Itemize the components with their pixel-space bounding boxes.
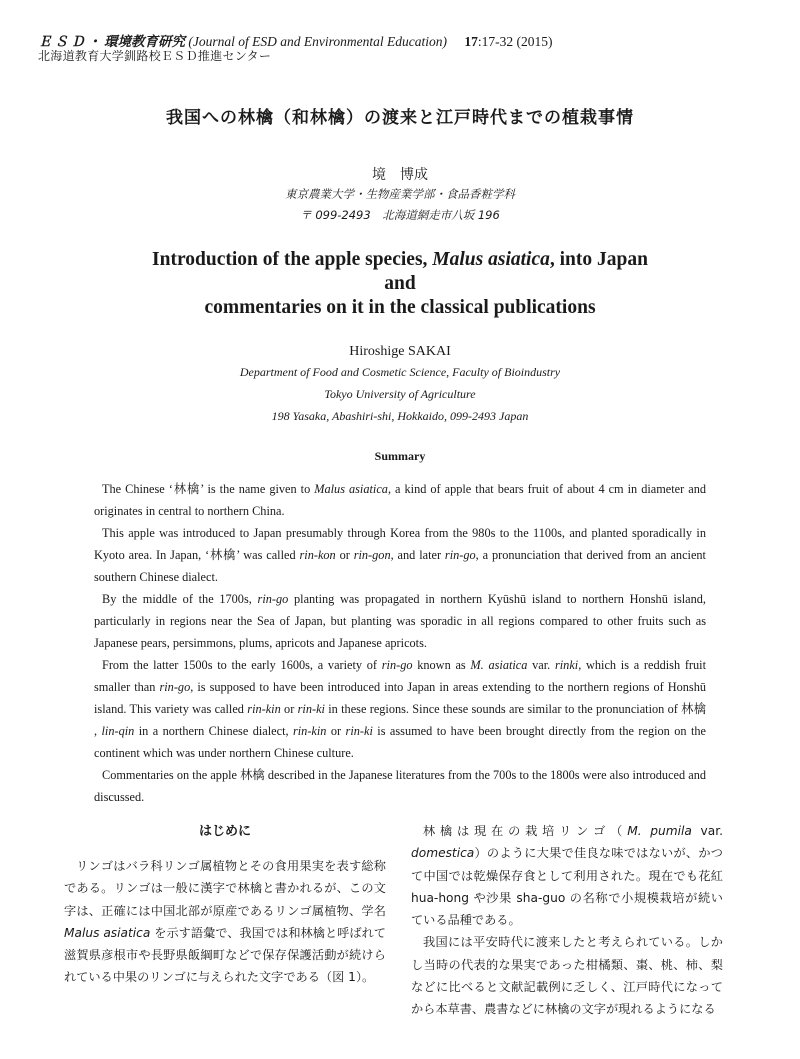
affiliation-japanese: 東京農業大学・生物産業学部・食品香粧学科 xyxy=(285,187,515,201)
body-column-right xyxy=(411,820,723,1021)
title-english-line1: Introduction of the apple species, Malus asiatica, into Japan xyxy=(152,249,648,270)
title-english-line3: commentaries on it in the classical publications xyxy=(204,297,596,318)
abstract xyxy=(94,478,706,808)
body-paragraph: 林檎は現在の栽培リンゴ（M. pumila var. domestica）のように大果で佳良な味ではないが、かつて中国では乾燥保存食として利用された。現在でも花紅 hua-hong や沙果 sha-guo の名称で小規模栽培が続いている品種である。 xyxy=(411,824,724,928)
affiliation-english-line3: 198 Yasaka, Abashiri-shi, Hokkaido, 099-2493 Japan xyxy=(271,409,529,423)
affiliation-english-line2: Tokyo University of Agriculture xyxy=(324,387,476,401)
author-english: Hiroshige SAKAI xyxy=(349,344,451,359)
volume-pages xyxy=(464,34,552,49)
introduction-heading: はじめに xyxy=(198,824,251,839)
journal-abbr: ＥＳＤ・ xyxy=(38,34,104,49)
body-column-left xyxy=(64,855,386,989)
species-name: Malus asiatica xyxy=(432,249,550,270)
volume-number: 17 xyxy=(464,34,478,49)
abstract-paragraph-4: From the latter 1500s to the early 1600s, a variety of rin-go known as M. asiatica var. rinki, which is a reddish fruit smaller than rin-go, is supposed to have been introduced into Japan in areas extending to the northern regions of Honshū island. This variety was called rin-kin or rin-ki in these regions. Since these sounds are similar to the pronunciation of 林檎 , lin-qin in a northern Chinese dialect, rin-kin or rin-ki is assumed to have been brought directly from the region on the continent which was under northern Chinese culture. xyxy=(94,658,707,760)
pages-year: :17-32 (2015) xyxy=(477,34,553,49)
journal-name-en: (Journal of ESD and Environmental Education) xyxy=(188,34,447,49)
abstract-paragraph-1: The Chinese ‘林檎’ is the name given to Malus asiatica, a kind of apple that bears fruit of about 4 cm in diameter and originates in central to northern China. xyxy=(94,482,706,518)
publisher-center: 北海道教育大学釧路校ＥＳＤ推進センター xyxy=(38,49,272,63)
abstract-paragraph-2: This apple was introduced to Japan presumably through Korea from the 980s to the 1100s, and planted sporadically in Kyoto area. In Japan, ‘林檎’ was called rin-kon or rin-gon, and later rin-go, a pronunciation that derived from an ancient southern Chinese dialect. xyxy=(94,526,706,584)
address-japanese: 〒 099-2493 北海道網走市八坂 196 xyxy=(300,208,500,222)
abstract-paragraph-5: Commentaries on the apple 林檎 described in the Japanese literatures from the 700s to the 1800s were also introduced and discussed. xyxy=(94,768,706,804)
body-paragraph: 我国には平安時代に渡来したと考えられている。しかし当時の代表的な果実であった柑橘類、棗、桃、柿、梨などに比べると文献記載例に乏しく、江戸時代になってから本草書、農書などに林檎の文字が現れるようになる xyxy=(411,935,723,1017)
title-japanese: 我国への林檎（和林檎）の渡来と江戸時代までの植栽事情 xyxy=(166,108,634,128)
body-paragraph: リンゴはバラ科リンゴ属植物とその食用果実を表す総称である。リンゴは一般に漢字で林檎と書かれるが、この文字は、正確には中国北部が原産であるリンゴ属植物、学名 Malus asiatica を示す語彙で、我国では和林檎と呼ばれて滋賀県彦根市や長野県飯綱町などで保存保護活動が続けられている中果のリンゴに与えられた文字である（図 1）。 xyxy=(64,859,386,985)
summary-heading: Summary xyxy=(374,449,426,463)
abstract-paragraph-3: By the middle of the 1700s, rin-go planting was propagated in northern Kyūshū island to northern Honshū island, particularly in regions near the Sea of Japan, but planting was sporadic in all regions compared to other fruits such as Japanese pears, persimmons, plums, apricots and Japanese apricots. xyxy=(94,592,706,650)
title-english-line2: and xyxy=(384,273,416,294)
title-english xyxy=(0,248,800,320)
journal-name-jp: 環境教育研究 xyxy=(104,34,185,49)
affiliation-english-line1: Department of Food and Cosmetic Science, Faculty of Bioindustry xyxy=(239,365,561,379)
author-japanese: 境 博成 xyxy=(372,167,428,183)
